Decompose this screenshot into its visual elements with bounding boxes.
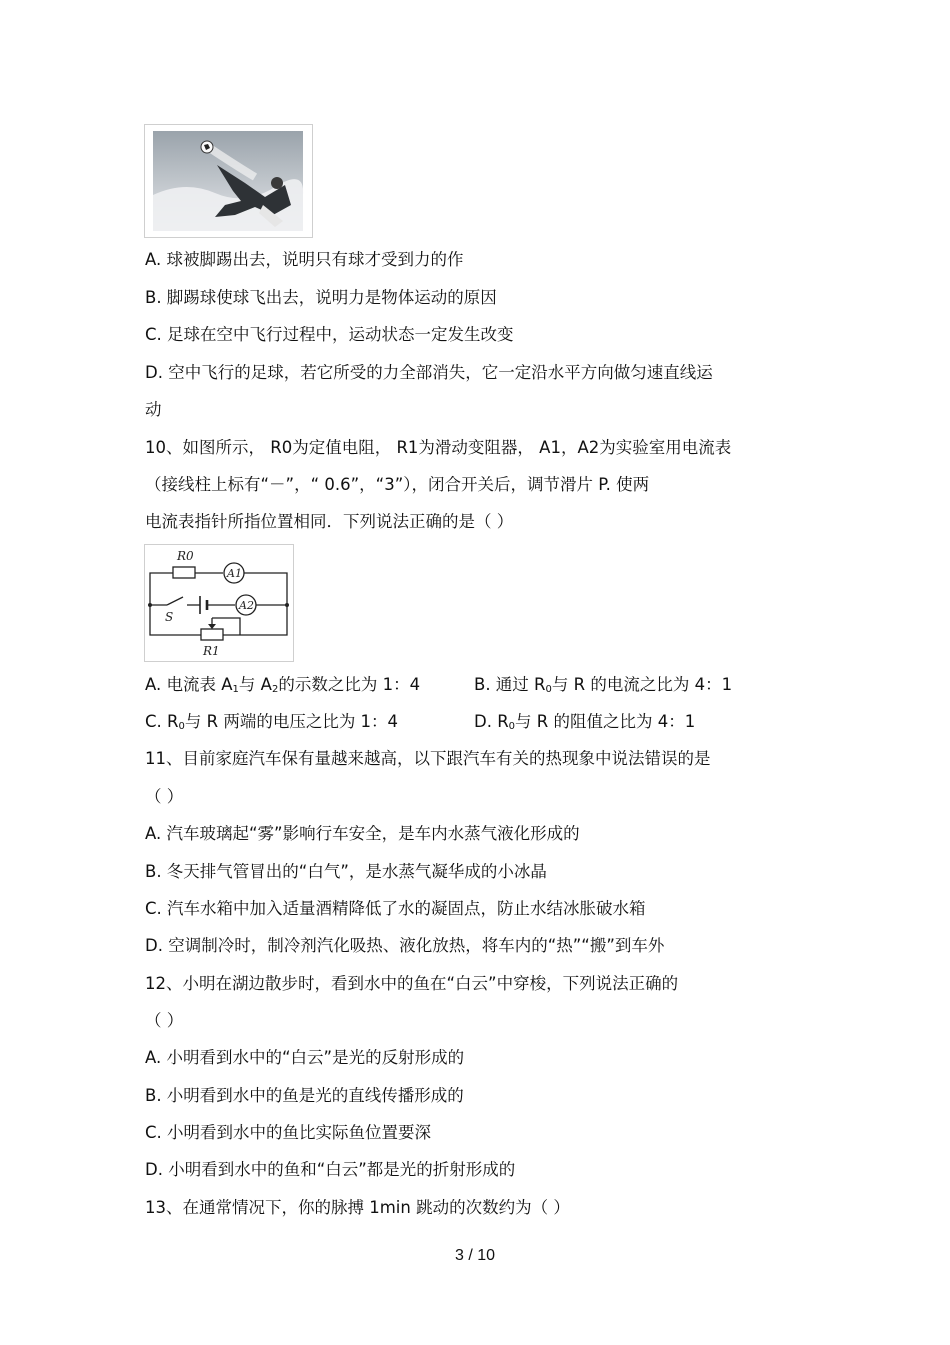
q11-answer-paren: （ ） [145,787,184,806]
q10-option-d: D. $R_0$与 R 的阻值之比为 4：1 [474,712,696,732]
q9-option-c: C. 足球在空中飞行过程中，运动状态一定发生改变 [145,325,514,344]
q12-answer-paren: （ ） [145,1011,184,1030]
q10-stem-line3: 电流表指针所指位置相同．下列说法正确的是（ ） [145,512,514,531]
q9-option-b: B. 脚踢球使球飞出去，说明力是物体运动的原因 [145,288,497,307]
q13-stem: 13、在通常情况下，你的脉搏 1min 跳动的次数约为（ ） [145,1198,570,1217]
q11-option-a: A. 汽车玻璃起“雾”影响行车安全，是车内水蒸气液化形成的 [145,824,580,843]
q12-option-a: A. 小明看到水中的“白云”是光的反射形成的 [145,1048,465,1067]
q11-stem: 11、目前家庭汽车保有量越来越高，以下跟汽车有关的热现象中说法错误的是 [145,749,711,768]
page-number: 3 / 10 [454,1247,496,1264]
q11-option-d: D. 空调制冷时，制冷剂汽化吸热、液化放热，将车内的“热”“搬”到车外 [145,936,665,955]
q9-option-a: A. 球被脚踢出去，说明只有球才受到力的作 [145,250,464,269]
q11-option-c: C. 汽车水箱中加入适量酒精降低了水的凝固点，防止水结冰胀破水箱 [145,899,646,918]
q10-stem-line1: 10、如图所示， R0为定值电阻， R1为滑动变阻器， A1，A2为实验室用电流表 [145,438,732,457]
q10-stem-line2: （接线柱上标有“－”，“ 0.6”，“3”），闭合开关后，调节滑片 P. 使两 [145,475,650,494]
q10-option-b: B. 通过 $R_0$与 R 的电流之比为 4：1 [474,675,733,695]
q12-option-b: B. 小明看到水中的鱼是光的直线传播形成的 [145,1086,464,1105]
q10-option-c: C. $R_0$与 R 两端的电压之比为 1：4 [145,712,399,732]
label-r1: R1 [203,644,220,658]
label-a2: A2 [239,599,254,612]
resistor-r0 [173,567,195,578]
q9-option-d: D. 空中飞行的足球，若它所受的力全部消失，它一定沿水平方向做匀速直线运 [145,363,713,382]
q10-circuit-diagram [144,544,294,662]
q9-option-d-continuation: 动 [145,400,162,419]
q12-option-c: C. 小明看到水中的鱼比实际鱼位置要深 [145,1123,432,1142]
q10-option-a: A. 电流表 $A_1$与 $A_2$的示数之比为 1：4 [145,675,421,695]
q12-stem: 12、小明在湖边散步时，看到水中的鱼在“白云”中穿梭，下列说法正确的 [145,974,679,993]
label-s: S [165,610,174,624]
soccer-kick-illustration [145,125,312,237]
label-a1: A1 [227,567,242,580]
soccer-kick-photo [144,124,313,238]
label-r0: R0 [177,549,194,563]
q12-option-d: D. 小明看到水中的鱼和“白云”都是光的折射形成的 [145,1160,516,1179]
rheostat-r1 [201,629,223,640]
q11-option-b: B. 冬天排气管冒出的“白气”，是水蒸气凝华成的小冰晶 [145,862,547,881]
